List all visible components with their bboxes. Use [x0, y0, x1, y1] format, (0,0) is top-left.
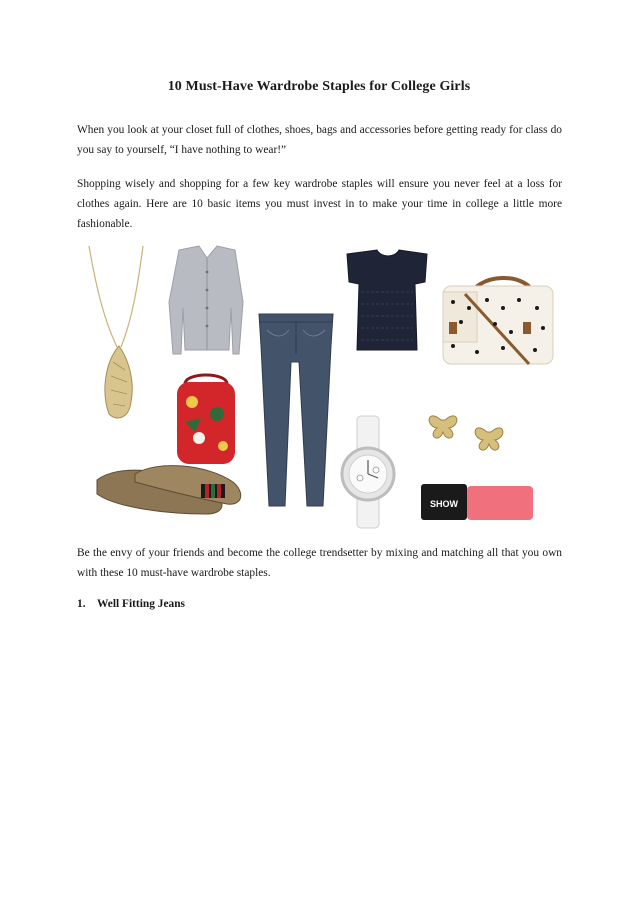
intro-paragraph: When you look at your closet full of clothes, shoes, bags and accessories before getting ready for class do you say to yourself, “I have nothing to wear!”	[77, 124, 562, 156]
wardrobe-collage-image	[77, 242, 563, 532]
floral-backpack-image	[177, 375, 235, 464]
navy-top-image	[347, 250, 427, 350]
section-number: 1.	[77, 598, 86, 610]
section-heading	[77, 598, 185, 610]
nail-polish-label: SHOW	[430, 499, 458, 509]
white-watch-image	[342, 416, 394, 528]
pink-nail-polish-image	[421, 484, 533, 520]
ballet-flats-image	[97, 466, 241, 514]
grey-cardigan-image	[169, 246, 243, 354]
envy-paragraph: Be the envy of your friends and become the college trendsetter by mixing and matching all that you own with these 10 must-have wardrobe staples.	[77, 547, 562, 579]
shopping-paragraph: Shopping wisely and shopping for a few key wardrobe staples will ensure you never feel at a loss for clothes again. Here are 10 basic items you must invest in to make your time in college a little more fashionable.	[77, 178, 562, 230]
document-title: 10 Must-Have Wardrobe Staples for College Girls	[167, 79, 471, 94]
polka-dot-satchel-image	[443, 278, 553, 364]
section-heading-text: Well Fitting Jeans	[97, 598, 185, 610]
butterfly-earrings-image	[429, 416, 503, 450]
skinny-jeans-image	[259, 314, 333, 506]
wing-necklace-image	[89, 246, 143, 418]
